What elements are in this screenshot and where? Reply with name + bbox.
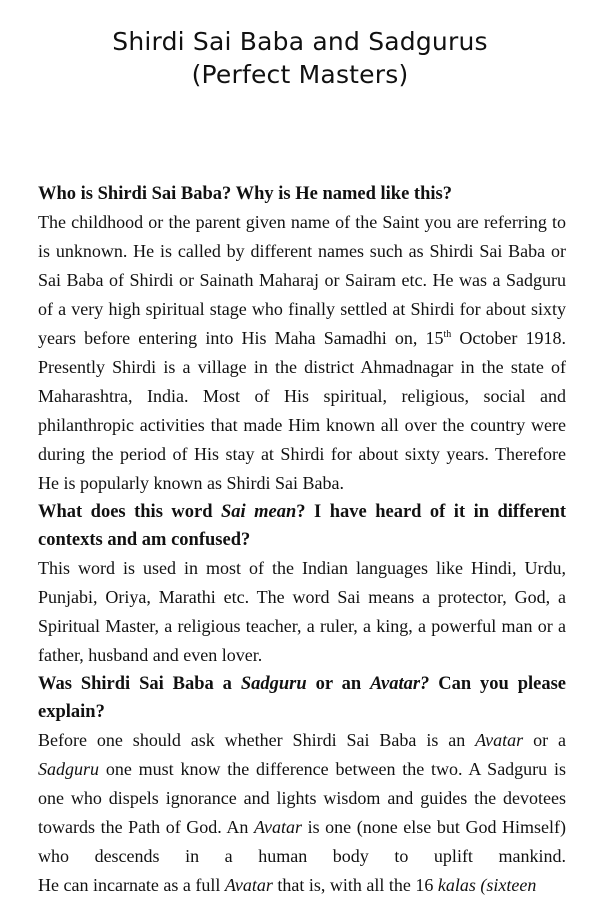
answer-3-emphasis-2: Sadguru — [38, 759, 100, 779]
question-3-text-c: Can you please explain? — [38, 674, 566, 722]
answer-3-last-line — [38, 875, 536, 895]
answer-3-text-4: is one (none else but God Himself) who descends in a human body to uplift mankind. — [38, 817, 567, 866]
answer-3-text-6: that is, with all the 16 — [272, 875, 438, 895]
question-1-text: Who is Shirdi Sai Baba? Why is He named like this? — [38, 184, 452, 204]
answer-1 — [38, 208, 566, 498]
page-title-line-1: Shirdi Sai Baba and Sadgurus — [112, 27, 488, 56]
question-3-emphasis-1: Sadguru — [240, 674, 307, 694]
answer-2 — [38, 554, 566, 670]
answer-3-text-3: one must know the difference between the two. A Sadguru is one who dispels ignorance and lights wisdom and guides the devotees towards the Path of God. An — [38, 759, 566, 837]
question-2-text-b: ? I have heard of it in different contexts and am confused? — [38, 502, 566, 550]
answer-3-emphasis-1: Avatar — [475, 730, 524, 750]
answer-1-text-b: October 1918. Presently Shirdi is a village in the district Ahmadnagar in the state of Maharashtra, India. Most of His spiritual, religious, social and philanthropic activities that made Him known all over the country were during the period of His stay at Shirdi for about sixty years. Therefore He is popularly known as Shirdi Sai Baba. — [38, 328, 566, 493]
answer-1-text-a: The childhood or the parent given name of the Saint you are referring to is unknown. He is called by different names such as Shirdi Sai Baba or Sai Baba of Shirdi or Sainath Maharaj or Sairam etc. He was a Sadguru of a very high spiritual stage who finally settled at Shirdi for about sixty years before entering into His Maha Samadhi on, 15 — [38, 212, 566, 348]
answer-3-text-1: Before one should ask whether Shirdi Sai Baba is an — [38, 730, 476, 750]
question-3-text-b: or an — [306, 674, 371, 694]
answer-3-text-5: He can incarnate as a full — [38, 875, 225, 895]
answer-1-superscript: th — [443, 329, 452, 340]
question-3-text-a: Was Shirdi Sai Baba a — [38, 674, 241, 694]
answer-3-emphasis-4: Avatar — [224, 875, 273, 895]
question-1 — [38, 180, 566, 208]
question-2 — [38, 498, 566, 554]
question-2-emphasis: Sai mean — [220, 502, 297, 522]
answer-2-text: This word is used in most of the Indian languages like Hindi, Urdu, Punjabi, Oriya, Marathi etc. The word Sai means a protector, God, a Spiritual Master, a religious teacher, a ruler, a king, a powerful man or a father, husband and even lover. — [38, 558, 566, 665]
answer-3 — [38, 726, 566, 900]
answer-3-emphasis-5: kalas (sixteen — [437, 875, 537, 895]
answer-3-emphasis-3: Avatar — [253, 817, 302, 837]
question-3 — [38, 670, 566, 726]
answer-3-text-2: or a — [523, 730, 567, 750]
question-3-emphasis-2: Avatar? — [370, 674, 430, 694]
question-2-text-a: What does this word — [38, 502, 221, 522]
page-title-line-2: (Perfect Masters) — [191, 60, 409, 89]
body-text — [38, 180, 566, 900]
